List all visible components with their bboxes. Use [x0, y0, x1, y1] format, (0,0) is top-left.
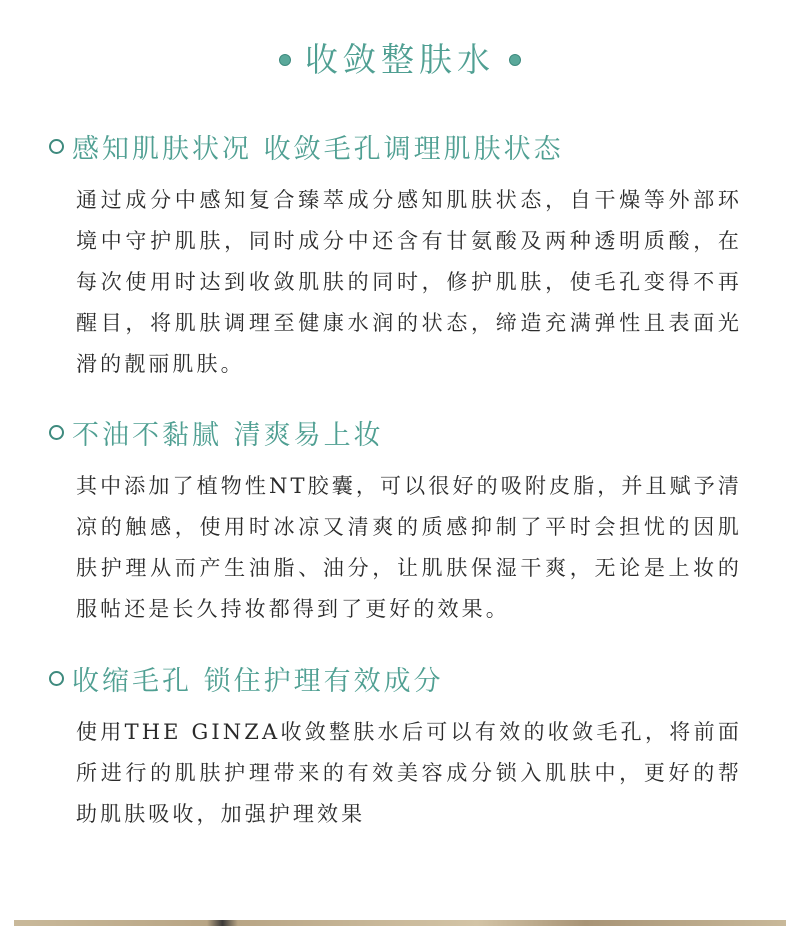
- title-left-dot-icon: [279, 54, 291, 66]
- section-heading: [49, 412, 800, 452]
- bullet-circle-icon: [49, 139, 64, 154]
- section-body-text: 其中添加了植物性NT胶囊，可以很好的吸附皮脂，并且赋予清凉的触感，使用时冰凉又清爽的质感抑制了平时会担忧的因肌肤护理从而产生油脂、油分，让肌肤保湿干爽，无论是上妆的服帖还是长久持妆都得到了更好的效果。: [76, 474, 742, 621]
- page-title: [0, 36, 800, 84]
- bottom-image-strip: [14, 920, 786, 926]
- title-right-dot-icon: [509, 54, 521, 66]
- section-skin-sensing: [0, 126, 800, 385]
- section-body-text: 通过成分中感知复合臻萃成分感知肌肤状态，自干燥等外部环境中守护肌肤，同时成分中还含有甘氨酸及两种透明质酸，在每次使用时达到收敛肌肤的同时，修护肌肤，使毛孔变得不再醒目，将肌肤调理至健康水润的状态，缔造充满弹性且表面光滑的靓丽肌肤。: [76, 188, 742, 376]
- section-body-text: 使用THE GINZA收敛整肤水后可以有效的收敛毛孔，将前面所进行的肌肤护理带来的有效美容成分锁入肌肤中，更好的帮助肌肤吸收，加强护理效果: [76, 720, 742, 826]
- bullet-circle-icon: [49, 671, 64, 686]
- section-pore-tightening: [0, 658, 800, 835]
- page-title-text: 收敛整肤水: [305, 40, 495, 79]
- section-heading-text: 不油不黏腻 清爽易上妆: [72, 419, 384, 451]
- section-non-greasy: [0, 412, 800, 630]
- section-heading-text: 感知肌肤状况 收敛毛孔调理肌肤状态: [72, 133, 564, 165]
- section-heading-text: 收缩毛孔 锁住护理有效成分: [72, 665, 444, 697]
- section-heading: [49, 126, 800, 166]
- section-heading: [49, 658, 800, 698]
- bullet-circle-icon: [49, 425, 64, 440]
